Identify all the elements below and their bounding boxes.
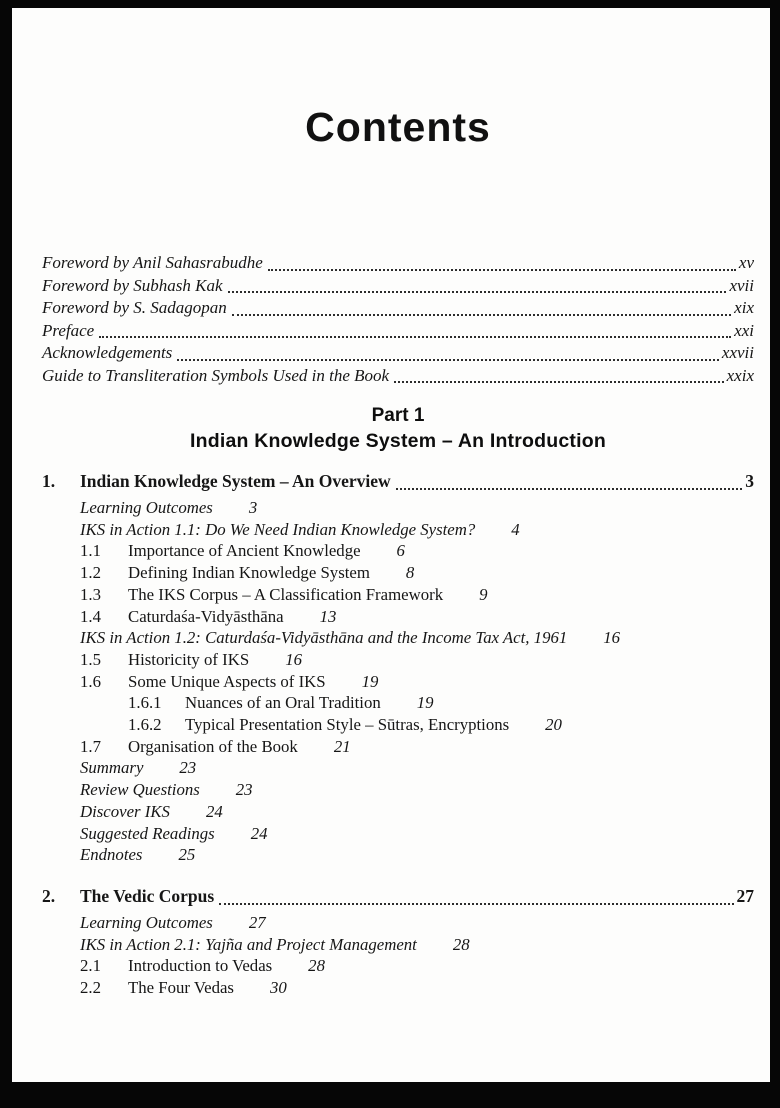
section-title: Review Questions [80, 780, 200, 800]
toc-entry-label: Guide to Transliteration Symbols Used in the Book [42, 365, 390, 385]
chapter-row [42, 469, 754, 494]
toc-entry-label: Acknowledgements [42, 343, 173, 362]
toc-section-row [80, 671, 754, 693]
section-title: Caturdaśa-Vidyāsthāna [128, 606, 284, 626]
toc-entry-label: Foreword by Anil Sahasrabudhe [42, 253, 263, 272]
toc-subentry-row [80, 757, 754, 779]
section-page: 21 [333, 736, 351, 756]
chapter-row [42, 884, 754, 909]
section-title: Learning Outcomes [80, 498, 213, 517]
section-number: 1.2 [80, 563, 101, 583]
section-title: IKS in Action 1.2: Caturdaśa-Vidyāsthāna and the Income Tax Act, 1961 [80, 628, 568, 648]
section-title: Defining Indian Knowledge System [128, 563, 370, 583]
toc-section-row [80, 584, 754, 606]
section-number: 1.6.1 [128, 693, 162, 713]
toc-section-row [80, 606, 754, 628]
section-number: 1.6 [80, 671, 101, 691]
section-title: Learning Outcomes [80, 912, 213, 932]
section-page: 4 [511, 519, 520, 539]
toc-subentry-row [80, 801, 754, 823]
chapter-number: 2. [42, 885, 56, 906]
part-label: Part 1 [371, 405, 425, 426]
section-page: 8 [405, 563, 415, 583]
section-title: Summary [80, 758, 144, 778]
section-number: 1.7 [80, 736, 101, 756]
toc-subentry-row [80, 844, 754, 866]
section-title: Some Unique Aspects of IKS [128, 671, 326, 691]
section-page: 19 [416, 693, 434, 713]
toc-section-row [80, 955, 754, 977]
chapter-entries [80, 912, 754, 999]
section-page: 16 [603, 628, 621, 648]
section-number: 1.6.2 [128, 715, 162, 735]
section-title: Historicity of IKS [128, 649, 250, 669]
section-page: 25 [178, 845, 196, 865]
section-page: 24 [250, 823, 268, 843]
dot-leader [177, 359, 719, 361]
dot-leader [396, 488, 743, 490]
chapter-title: Indian Knowledge System – An Overview [80, 471, 391, 491]
section-title: Importance of Ancient Knowledge [128, 541, 361, 561]
toc-section-row [80, 977, 754, 999]
section-page: 28 [308, 956, 325, 976]
toc-front-matter-row [42, 297, 754, 320]
section-page: 20 [545, 715, 562, 735]
toc-section-row [80, 736, 754, 758]
toc-front-matter-row [42, 275, 754, 298]
toc-entry-page: xvii [729, 275, 754, 295]
toc-entry-label: Foreword by Subhash Kak [42, 275, 223, 295]
section-page: 23 [179, 758, 197, 778]
section-page: 6 [396, 541, 405, 561]
chapter-number: 1. [42, 471, 56, 491]
section-title: IKS in Action 1.1: Do We Need Indian Knowledge System? [80, 519, 476, 539]
section-title: Introduction to Vedas [128, 956, 273, 976]
section-number: 1.4 [80, 606, 101, 626]
part-heading [42, 403, 754, 454]
section-title: The IKS Corpus – A Classification Framework [128, 584, 444, 604]
section-title: The Four Vedas [128, 978, 234, 998]
section-title: Organisation of the Book [128, 736, 298, 756]
dot-leader [268, 269, 736, 271]
toc-entry-page: xix [734, 298, 754, 317]
section-page: 3 [248, 498, 258, 517]
toc-front-matter-row [42, 365, 754, 388]
toc-front-matter-row [42, 342, 754, 365]
section-number: 2.2 [80, 978, 101, 998]
toc-entry-page: xv [738, 253, 754, 272]
toc-section-row [80, 562, 754, 584]
part-title: Indian Knowledge System – An Introduction [190, 430, 606, 452]
toc-subentry-row [80, 823, 754, 845]
toc-section-row [80, 649, 754, 671]
section-page: 9 [479, 584, 488, 604]
chapter-page: 3 [745, 471, 754, 491]
dot-leader [394, 381, 724, 383]
dot-leader [232, 314, 731, 316]
toc-section-row [80, 540, 754, 562]
section-number: 2.1 [80, 956, 101, 976]
section-title: Typical Presentation Style – Sūtras, Encryptions [185, 715, 510, 735]
section-number: 1.1 [80, 541, 101, 561]
toc-subsection-row [80, 714, 754, 736]
toc-front-matter-row [42, 252, 754, 275]
section-title: Suggested Readings [80, 823, 215, 843]
section-page: 23 [235, 780, 253, 800]
dot-leader [219, 903, 733, 905]
section-number: 1.5 [80, 649, 101, 669]
page-title: Contents [305, 104, 491, 150]
section-page: 28 [452, 934, 470, 954]
toc-subsection-row [80, 692, 754, 714]
chapter-section [42, 884, 754, 999]
chapter-entries [80, 497, 754, 866]
toc-entry-page: xxvii [721, 343, 754, 362]
dot-leader [228, 291, 727, 293]
section-title: Nuances of an Oral Tradition [185, 693, 381, 713]
toc-entry-page: xxix [726, 365, 754, 385]
toc-entry-page: xxi [734, 320, 754, 340]
section-page: 27 [248, 912, 266, 932]
toc-subentry-row [80, 779, 754, 801]
section-page: 19 [361, 671, 379, 691]
chapter-title: The Vedic Corpus [80, 885, 215, 906]
section-page: 30 [269, 978, 287, 998]
section-number: 1.3 [80, 584, 101, 604]
dot-leader [99, 336, 731, 338]
toc-subentry-row [80, 519, 754, 541]
toc-subentry-row [80, 934, 754, 956]
section-title: Discover IKS [80, 801, 170, 821]
toc-subentry-row [80, 912, 754, 934]
toc-entry-label: Foreword by S. Sadagopan [42, 298, 227, 317]
chapter-section [42, 469, 754, 866]
section-title: IKS in Action 2.1: Yajña and Project Management [80, 934, 417, 954]
section-page: 24 [205, 801, 223, 821]
toc-front-matter-row [42, 320, 754, 343]
chapter-page: 27 [736, 885, 754, 906]
section-page: 13 [319, 606, 337, 626]
book-page [12, 8, 770, 1082]
section-title: Endnotes [80, 845, 143, 865]
toc-entry-label: Preface [42, 320, 95, 340]
toc-subentry-row [80, 497, 754, 519]
front-matter-list [42, 252, 754, 387]
section-page: 16 [285, 649, 302, 669]
toc-subentry-row [80, 627, 754, 649]
